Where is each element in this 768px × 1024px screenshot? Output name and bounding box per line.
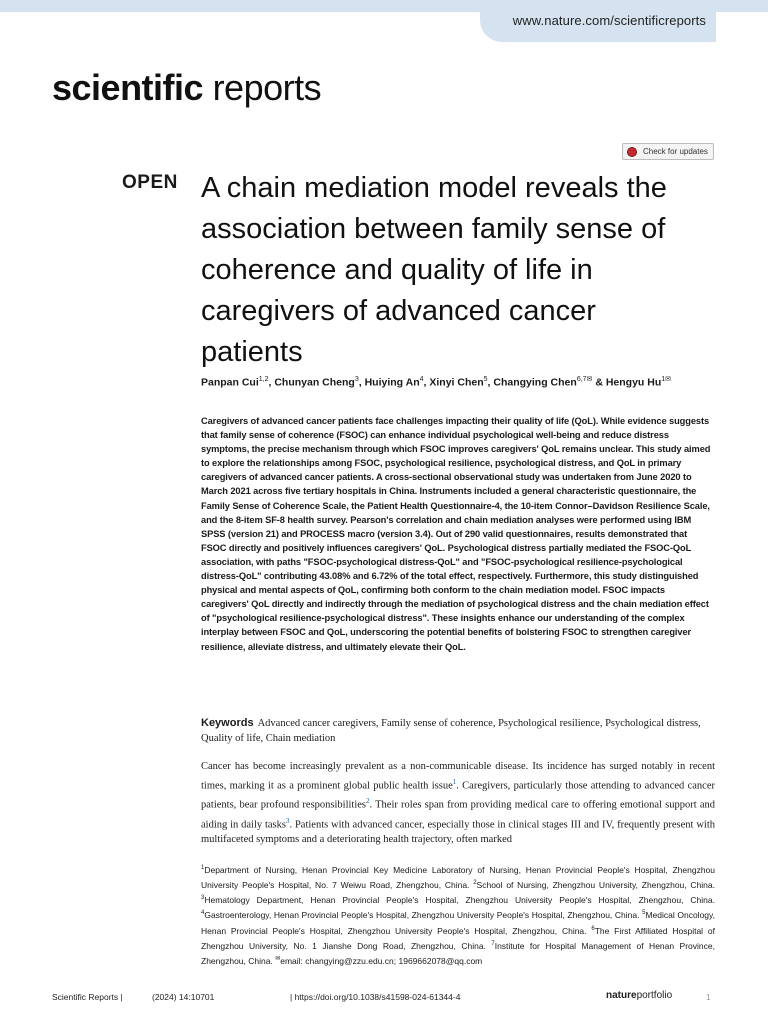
reference-sup: 3 (201, 895, 205, 902)
reference-sup: 7 (491, 940, 495, 947)
introduction-paragraph (201, 760, 715, 848)
text-segment: Cancer has become increasingly prevalent as a non-communicable disease. Its incidence has surged notably in recent times, marking it as a prominent global public health issue (201, 761, 715, 792)
text-segment: School of Nursing, Zhengzhou University, Zhengzhou, China. (476, 879, 715, 890)
check-updates-label: Check for updates (643, 147, 708, 156)
footer-doi-link[interactable]: | https://doi.org/10.1038/s41598-024-61344-4 (290, 992, 461, 1002)
nature-portfolio-logo (606, 990, 672, 1001)
text-segment: . Caregivers, particularly those attending to advanced cancer patients, bear profound responsibilities (201, 780, 715, 811)
author-affiliation-sup: 3 (354, 376, 359, 383)
brand-light: portfolio (636, 990, 673, 1001)
footer-journal: Scientific Reports | (52, 992, 123, 1002)
brand-bold: nature (606, 990, 637, 1001)
author-name: Xinyi Chen (429, 376, 484, 389)
author-name: Chunyan Cheng (274, 376, 355, 389)
text-segment: . Their roles span from providing medical care to offering emotional support and aiding in daily tasks (201, 799, 715, 831)
keywords-section (201, 716, 715, 746)
author-affiliation-sup: 5 (483, 376, 488, 383)
reference-sup: 3 (285, 816, 290, 825)
abstract: Caregivers of advanced cancer patients face challenges impacting their quality of life (QoL). While evidence suggests that family sense of coherence (FSOC) can enhance individual psychological well-being and reduce distress symptoms, the precise mechanism through which FSOC improves caregivers' QoL remains unclear. This study aimed to explore the relationships among FSOC, psychological resilience, psychological distress, and QoL in primary caregivers of advanced cancer patients. A cross-sectional observational study was undertaken from June 2020 to March 2021 across five tertiary hospitals in China. Instruments included a general characteristic questionnaire, the Family Sense of Coherence Scale, the Patient Health Questionnaire-4, the 10-item Connor–Davidson Resilience Scale, and the 8-item SF-8 health survey. Pearson's correlation and chain mediation analyses were performed using IBM SPSS (version 21) and PROCESS macro (version 3.4). Out of 290 valid questionnaires, results demonstrated that FSOC directly and positively influences caregivers' QoL. Psychological distress partially mediated the FSOC-QoL association, with paths "FSOC-psychological distress-QoL" and "FSOC-psychological resilience-psychological distress-QoL" contributing 43.08% and 6.72% of the total effect, respectively. Furthermore, this study distinguished physical and mental aspects of QoL, confirming both conform to the chain mediation model. FSOC impacts caregivers' QoL directly and indirectly through the mediation of psychological distress and the chain mediation effect of "psychological resilience-psychological distress". These insights enhance our understanding of the complex interplay between FSOC and QoL, underscoring the potential benefits of bolstering FSOC to strengthen caregiver resilience, alleviate distress, and ultimately elevate their QoL. (201, 416, 711, 652)
text-segment: Department of Nursing, Henan Provincial Key Medicine Laboratory of Nursing, Henan Provincial People's Hospital, Zhengzhou University People's Hospital, No. 7 Weiwu Road, Zhengzhou, China. (201, 864, 715, 890)
text-segment: Gastroenterology, Henan Provincial People's Hospital, Zhengzhou University People's Hospital, Zhengzhou, China. (204, 910, 643, 921)
text-segment: Hematology Department, Henan Provincial People's Hospital, Zhengzhou University People's Hospital, Zhengzhou, China. (204, 895, 715, 906)
author-name: Hengyu Hu (605, 376, 662, 389)
author-name: Changying Chen (493, 376, 577, 389)
author-name: Huiying An (364, 376, 420, 389)
text-segment: Institute for Hospital Management of Henan Province, Zhengzhou, China. (201, 940, 715, 966)
text-segment: Medical Oncology, Henan Provincial People's Hospital, Zhengzhou University People's Hospital, Zhengzhou, China. (201, 910, 716, 936)
page-footer (0, 988, 768, 1006)
open-access-label: OPEN (122, 172, 178, 193)
url-header (0, 0, 768, 42)
text-segment: The First Affiliated Hospital of Zhengzhou University, No. 1 Jianshe Dong Road, Zhengzhou, China. (201, 925, 715, 951)
crossmark-icon (627, 147, 637, 157)
journal-url-link[interactable]: www.nature.com/scientificreports (512, 13, 706, 28)
reference-sup: 6 (591, 925, 595, 932)
page-number: 1 (706, 992, 711, 1002)
logo-bold-text: scientific (52, 67, 204, 108)
reference-sup: 4 (201, 910, 205, 917)
journal-logo (52, 68, 321, 108)
reference-sup: ✉ (275, 955, 281, 962)
reference-sup: 5 (642, 910, 646, 917)
reference-sup: 1 (201, 865, 205, 871)
keywords-list: Advanced cancer caregivers, Family sense of coherence, Psychological resilience, Psychological distress, Quality of life, Chain mediation (201, 718, 701, 744)
author-affiliation-sup: 1✉ (661, 376, 672, 383)
reference-sup: 1 (452, 777, 457, 786)
article-title: A chain mediation model reveals the association between family sense of coherence and quality of life in caregivers of advanced cancer patients (201, 172, 667, 368)
author-affiliation-sup: 1,2 (258, 376, 269, 383)
check-for-updates-button[interactable] (622, 143, 714, 160)
reference-sup: 2 (473, 880, 477, 887)
affiliations-footnote (201, 862, 715, 968)
author-affiliation-sup: 6,7✉ (576, 376, 593, 383)
author-affiliation-sup: 4 (419, 376, 424, 383)
author-name: Panpan Cui (201, 376, 259, 389)
author-list: Panpan Cui$^{1,2}$, Chunyan Cheng$^3$, Huiying An$^4$, Xinyi Chen$^5$, Changying Chen$^{6,7✉}$ & Hengyu $Hu^{1✉}$ (201, 376, 672, 389)
reference-sup: 2 (366, 797, 370, 806)
text-segment: email: changying@zzu.edu.cn; 1969662078@qq.com (280, 955, 483, 966)
footer-volume: (2024) 14:10701 (152, 992, 215, 1002)
keywords-label: Keywords (201, 717, 254, 729)
logo-light-text: reports (203, 67, 322, 108)
text-segment: . Patients with advanced cancer, especially those in clinical stages III and IV, frequently present with multifaceted symptoms and a deteriorating health trajectory, often marked (201, 819, 715, 846)
